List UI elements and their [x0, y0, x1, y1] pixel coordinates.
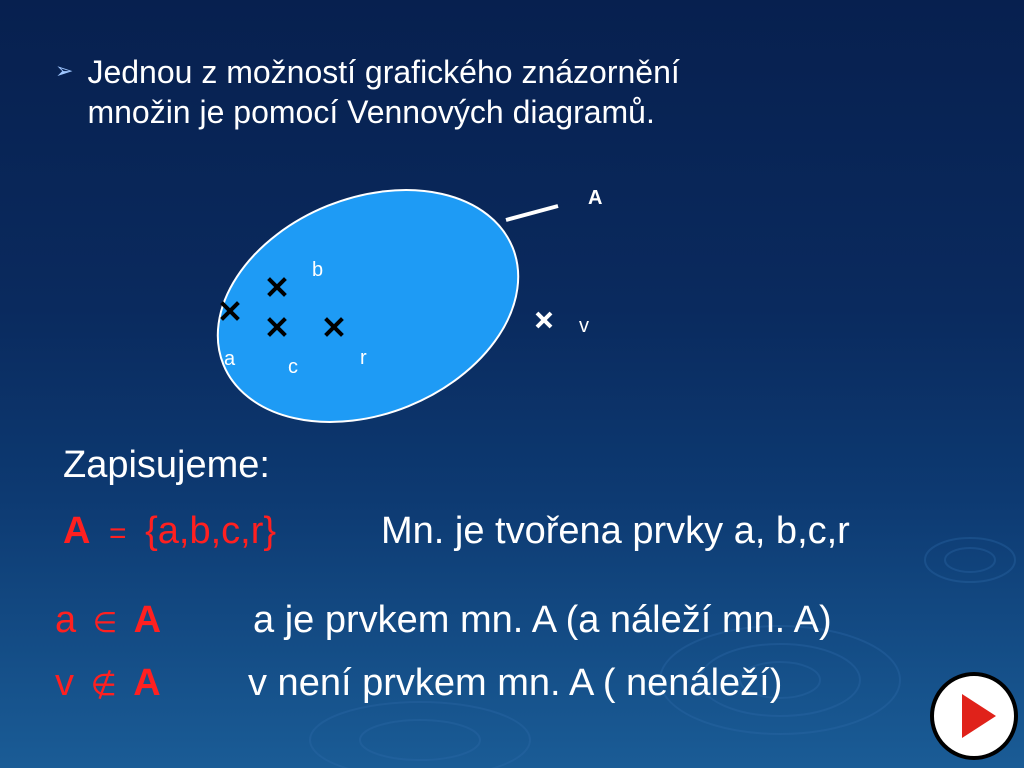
nonmember-element: v: [55, 662, 74, 704]
play-triangle-icon: [962, 694, 996, 738]
nonmember-set: A: [133, 662, 161, 704]
element-a-label: a: [224, 348, 236, 370]
element-r-label: r: [360, 347, 367, 369]
nonmember-description: v není prvkem mn. A ( nenáleží): [248, 662, 783, 704]
next-slide-button[interactable]: [930, 672, 1018, 760]
member-element: a: [55, 599, 77, 641]
equals-sign: =: [109, 517, 127, 550]
set-label: A: [588, 187, 603, 209]
member-set: A: [133, 599, 162, 641]
intro-line-2: množin je pomocí Vennových diagramů.: [87, 94, 655, 130]
member-row: [55, 599, 161, 642]
notation-heading: Zapisujeme:: [63, 444, 270, 486]
set-listing-row: [63, 510, 276, 553]
play-next-icon: [941, 683, 1007, 749]
set-name: A: [63, 510, 91, 552]
member-symbol: ∈: [92, 607, 118, 638]
nonmember-row: [55, 662, 161, 705]
set-listing: {a,b,c,r}: [145, 510, 277, 552]
member-description: a je prvkem mn. A (a náleží mn. A): [253, 599, 832, 641]
set-a-ellipse: [183, 147, 553, 464]
element-v-label: v: [579, 315, 589, 337]
set-label-pointer: [506, 206, 558, 220]
element-v-mark: [537, 313, 551, 327]
intro-line-1: Jednou z možností grafického znázornění: [87, 54, 680, 90]
element-c-label: c: [288, 356, 298, 378]
set-description: Mn. je tvořena prvky a, b,c,r: [381, 510, 850, 552]
element-b-label: b: [312, 259, 324, 281]
arrow-bullet-icon: ➢: [55, 58, 74, 83]
nonmember-symbol: ∉: [90, 669, 117, 702]
